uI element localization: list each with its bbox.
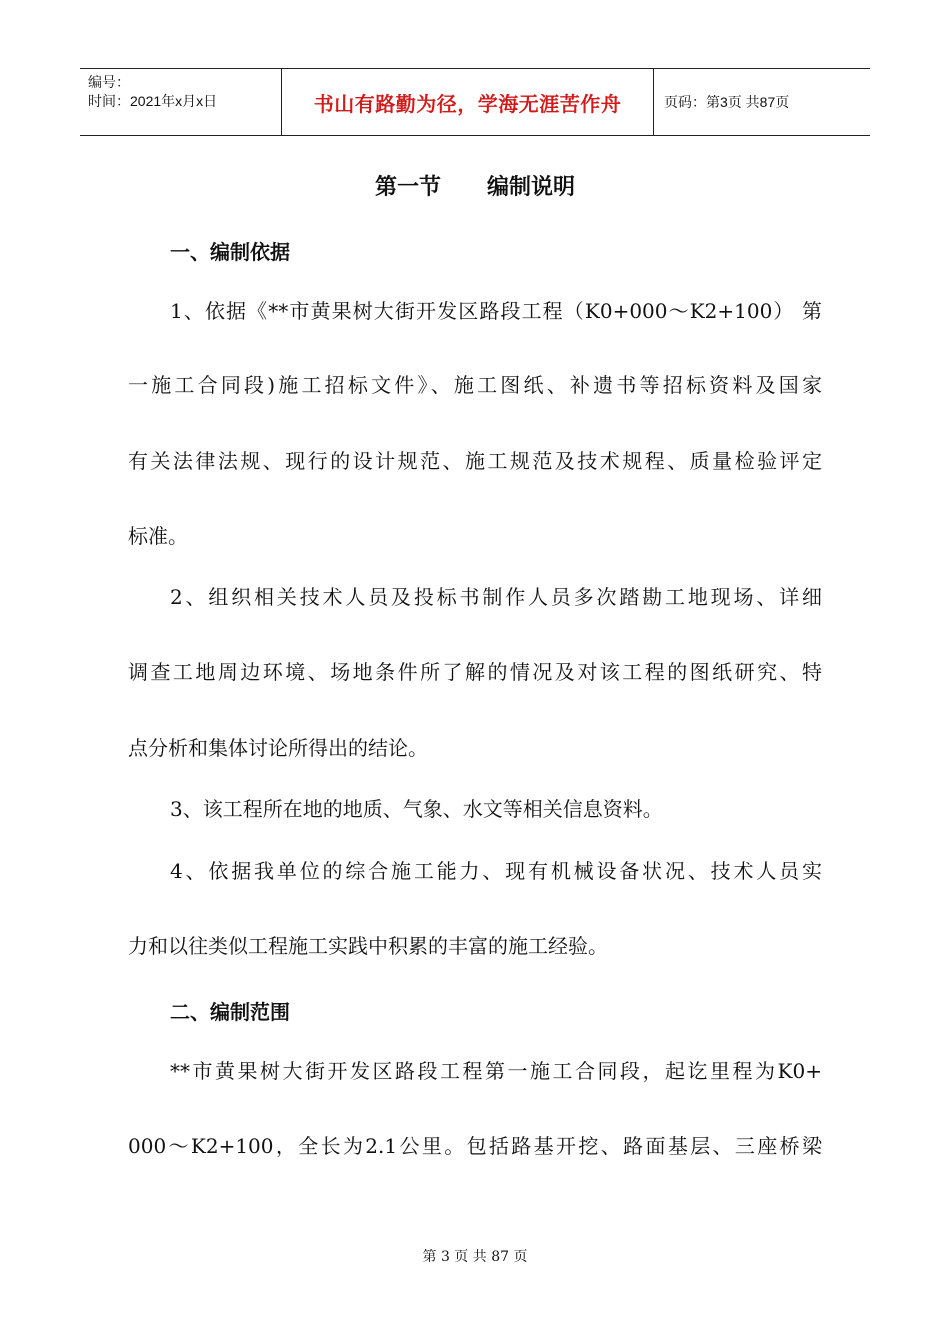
header-page-info: 页码：第3页 共87页 [664, 94, 790, 110]
document-date-label: 时间：2021年x月x日 [88, 93, 218, 109]
page-footer: 第 3 页 共 87 页 [422, 1249, 528, 1265]
paragraph-line: 000～K2+100，全长为2.1公里。包括路基开挖、路面基层、三座桥梁 [128, 1134, 822, 1158]
paragraph-line: 点分析和集体讨论所得出的结论。 [128, 736, 428, 760]
paragraph-line: 一施工合同段)施工招标文件》、施工图纸、补遗书等招标资料及国家 [128, 373, 822, 397]
heading-basis: 一、编制依据 [170, 240, 290, 264]
paragraph-line: 力和以往类似工程施工实践中积累的丰富的施工经验。 [128, 934, 608, 958]
paragraph-line: 3、该工程所在地的地质、气象、水文等相关信息资料。 [170, 797, 663, 821]
paragraph-line: 2、组织相关技术人员及投标书制作人员多次踏勘工地现场、详细 [170, 585, 822, 609]
page-header [80, 68, 870, 136]
paragraph-line: **市黄果树大街开发区路段工程第一施工合同段，起讫里程为K0+ [170, 1059, 822, 1083]
paragraph-line: 4、依据我单位的综合施工能力、现有机械设备状况、技术人员实 [170, 859, 822, 883]
header-meta-cell [80, 69, 282, 135]
heading-scope: 二、编制范围 [170, 1000, 290, 1024]
paragraph-line: 标准。 [128, 524, 188, 548]
header-motto: 书山有路勤为径，学海无涯苦作舟 [282, 69, 654, 135]
paragraph-line: 调查工地周边环境、场地条件所了解的情况及对该工程的图纸研究、特 [128, 660, 822, 684]
paragraph-line: 1、依据《**市黄果树大街开发区路段工程（K0+000～K2+100） 第 [170, 299, 822, 323]
document-number-label: 编号： [88, 74, 130, 90]
paragraph-line: 有关法律法规、现行的设计规范、施工规范及技术规程、质量检验评定 [128, 449, 822, 473]
section-title: 第一节 编制说明 [375, 175, 575, 200]
